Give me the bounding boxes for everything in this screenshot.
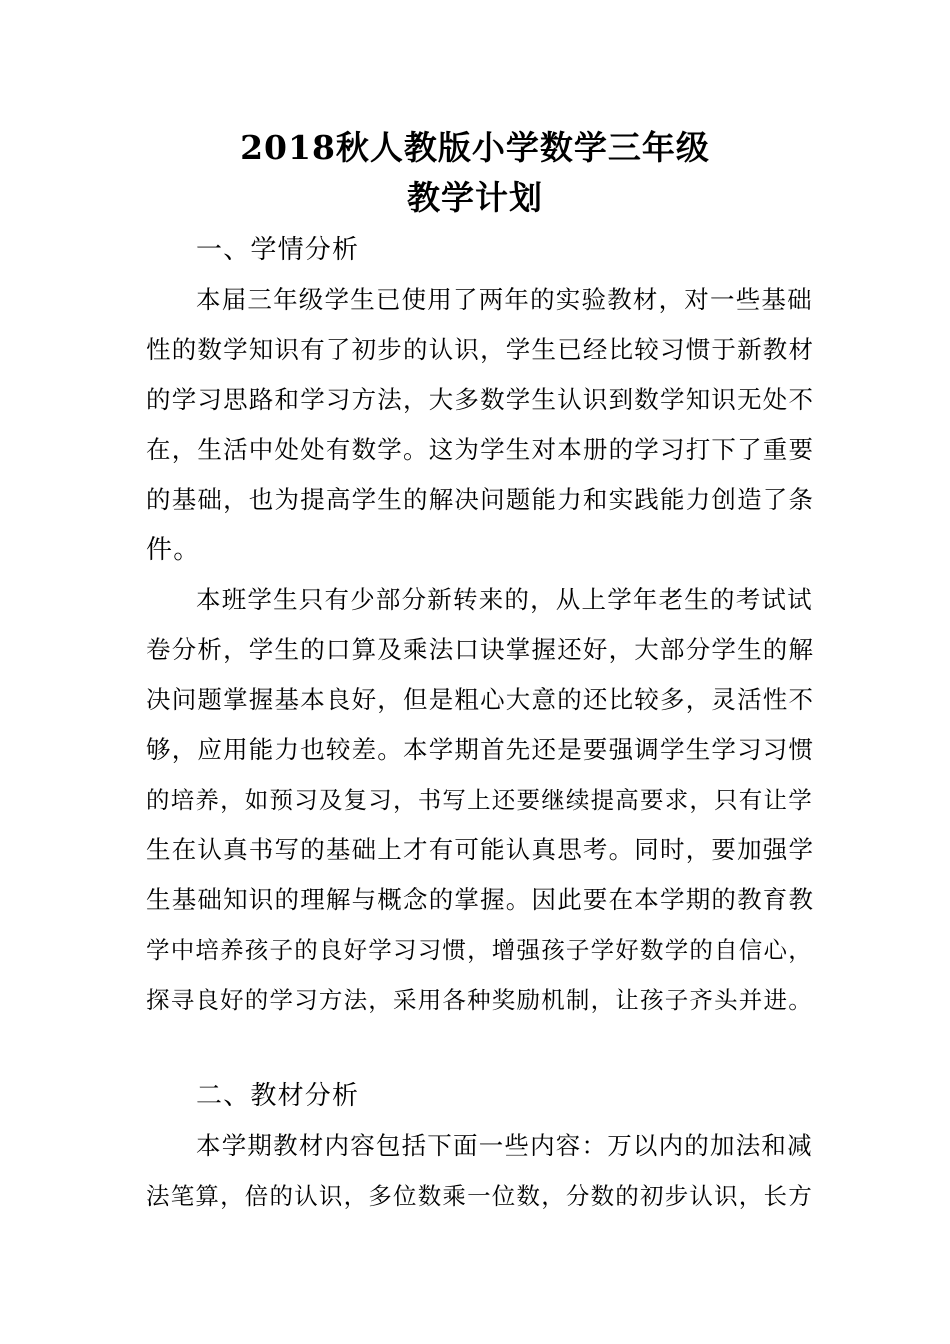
- paragraph-line: 本学期教材内容包括下面一些内容：万以内的加法和减: [196, 1131, 813, 1160]
- paragraph-line: 生在认真书写的基础上才有可能认真思考。同时，要加强学: [146, 835, 815, 864]
- paragraph-line: 生基础知识的理解与概念的掌握。因此要在本学期的教育教: [146, 885, 815, 914]
- paragraph-line: 学中培养孩子的良好学习习惯，增强孩子学好数学的自信心，: [146, 936, 813, 964]
- paragraph-line: 够，应用能力也较差。本学期首先还是要强调学生学习习惯: [146, 735, 815, 764]
- paragraph-line: 性的数学知识有了初步的认识，学生已经比较习惯于新教材: [146, 335, 815, 364]
- paragraph-line: 决问题掌握基本良好，但是粗心大意的还比较多，灵活性不: [146, 685, 815, 714]
- paragraph-line: 的基础，也为提高学生的解决问题能力和实践能力创造了条: [146, 485, 815, 514]
- document-title: 2018秋人教版小学数学三年级: [240, 128, 710, 167]
- paragraph-line: 本班学生只有少部分新转来的，从上学年老生的考试试: [196, 585, 813, 614]
- paragraph-line: 本届三年级学生已使用了两年的实验教材，对一些基础: [196, 285, 813, 314]
- paragraph-line: 卷分析，学生的口算及乘法口诀掌握还好，大部分学生的解: [146, 635, 815, 664]
- paragraph-line: 探寻良好的学习方法，采用各种奖励机制，让孩子齐头并进。: [146, 986, 813, 1014]
- paragraph-line: 在，生活中处处有数学。这为学生对本册的学习打下了重要: [146, 435, 815, 464]
- section-heading-1: 一、学情分析: [196, 235, 360, 265]
- section-heading-2: 二、教材分析: [196, 1081, 360, 1111]
- document-subtitle: 教学计划: [407, 178, 543, 217]
- paragraph-line: 的培养，如预习及复习，书写上还要继续提高要求，只有让学: [146, 786, 813, 814]
- paragraph-line: 法笔算，倍的认识，多位数乘一位数，分数的初步认识，长方: [146, 1182, 813, 1210]
- paragraph-line: 件。: [146, 535, 201, 565]
- paragraph-line: 的学习思路和学习方法，大多数学生认识到数学知识无处不: [146, 385, 815, 414]
